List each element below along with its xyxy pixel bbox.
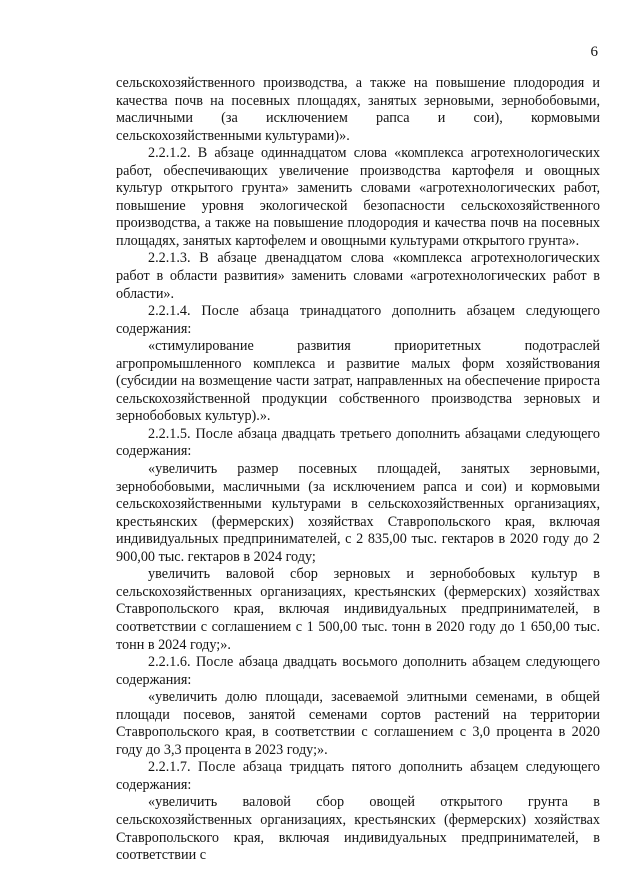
document-body <box>116 75 600 865</box>
paragraph-quote-sown-area: «увеличить размер посевных площадей, занятых зерновыми, зернобобовыми, масличными (за исключением рапса и сои) и кормовыми сельскохозяйственными культурами в сельскохозяйственных организациях, крестьянских (фермерских) хозяйствах Ставропольского края, включая индивидуальных предпринимателей, с 2 835,00 тыс. гектаров в 2020 году до 2 900,00 тыс. гектаров в 2024 году; <box>116 461 600 565</box>
paragraph-grain-harvest: увеличить валовой сбор зерновых и зернобобовых культур в сельскохозяйственных организациях, крестьянских (фермерских) хозяйствах Ставропольского края, включая индивидуальных предпринимателей, в соответствии с соглашением с 1 500,00 тыс. тонн в 2020 году до 1 650,00 тыс. тонн в 2024 году;». <box>116 566 600 653</box>
paragraph-quote-elite-seeds: «увеличить долю площади, засеваемой элитными семенами, в общей площади посевов, занятой семенами сортов растений на территории Ставропольского края, в соответствии с соглашением с 3,0 процента в 2020 году до 3,3 процента в 2023 году;». <box>116 689 600 758</box>
paragraph-quote-vegetables: «увеличить валовой сбор овощей открытого грунта в сельскохозяйственных организациях, крестьянских (фермерских) хозяйствах Ставропольского края, включая индивидуальных предпринимателей, в соответствии с <box>116 794 600 864</box>
paragraph-continuation: сельскохозяйственного производства, а также на повышение плодородия и качества почв на посевных площадях, занятых зерновыми, зернобобовыми, масличными (за исключением рапса и сои), кормовыми сельскохозяйственными культурами)». <box>116 75 600 144</box>
paragraph-2-2-1-6: 2.2.1.6. После абзаца двадцать восьмого дополнить абзацем следующего содержания: <box>116 654 600 688</box>
page-number: 6 <box>590 44 598 60</box>
paragraph-2-2-1-4: 2.2.1.4. После абзаца тринадцатого дополнить абзацем следующего содержания: <box>116 303 600 337</box>
paragraph-2-2-1-2: 2.2.1.2. В абзаце одиннадцатом слова «комплекса агротехнологических работ, обеспечивающих увеличение производства картофеля и овощных культур открытого грунта» заменить словами «агротехнологических работ, повышение уровня экологической безопасности сельскохозяйственного производства, а также на повышение плодородия и качества почв на посевных площадях, занятых картофелем и овощными культурами открытого грунта». <box>116 145 600 249</box>
paragraph-quote-stimulation: «стимулирование развития приоритетных подотраслей агропромышленного комплекса и развитие малых форм хозяйствования (субсидии на возмещение части затрат, направленных на обеспечение прироста сельскохозяйственной продукции собственного производства зерновых и зернобобовых культур).». <box>116 338 600 425</box>
paragraph-2-2-1-3: 2.2.1.3. В абзаце двенадцатом слова «комплекса агротехнологических работ в области развития» заменить словами «агротехнологических работ в области». <box>116 250 600 302</box>
paragraph-2-2-1-5: 2.2.1.5. После абзаца двадцать третьего дополнить абзацами следующего содержания: <box>116 425 600 460</box>
paragraph-2-2-1-7: 2.2.1.7. После абзаца тридцать пятого дополнить абзацем следующего содержания: <box>116 759 600 793</box>
